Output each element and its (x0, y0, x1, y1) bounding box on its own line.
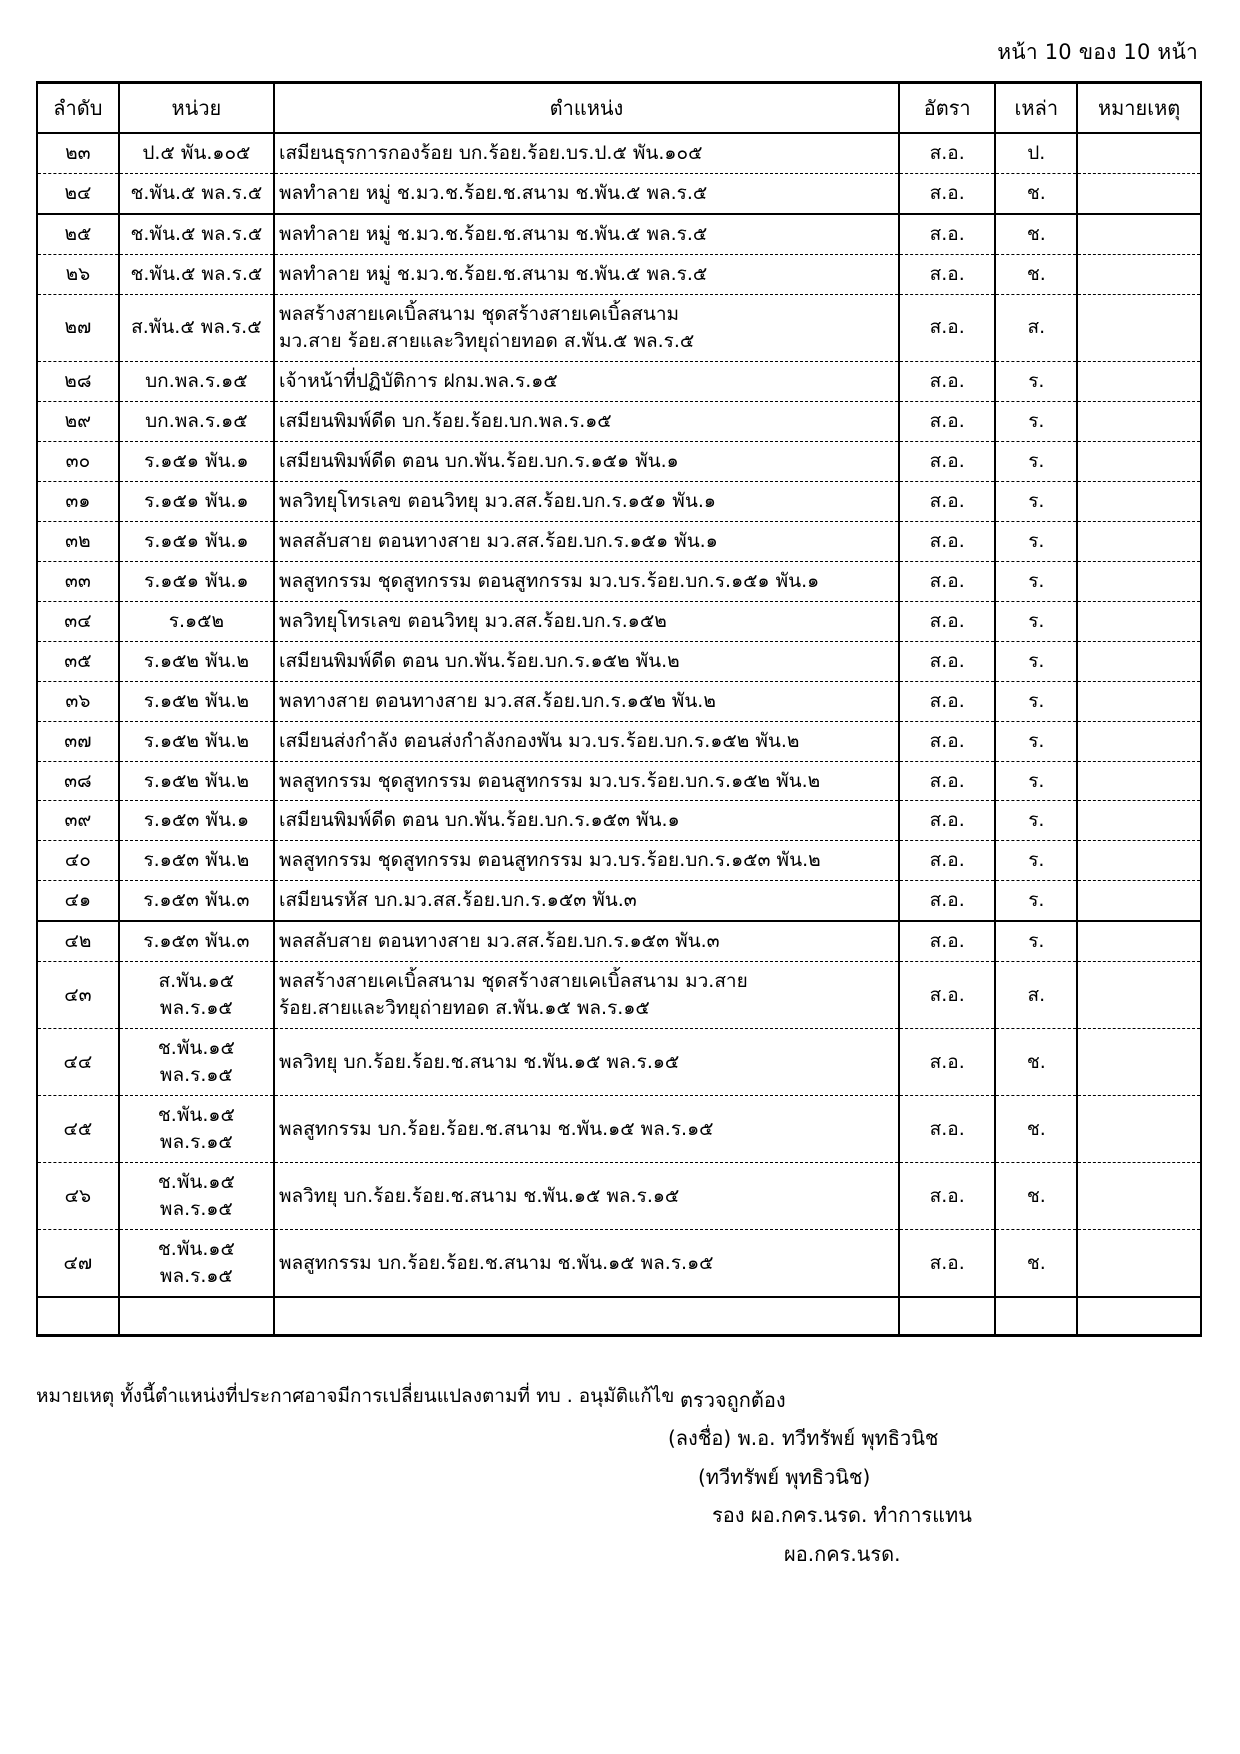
cell-note (1077, 521, 1201, 561)
position-line-1: เสมียนส่งกำลัง ตอนส่งกำลังกองพัน มว.บร.ร้อย.บก.ร.๑๕๒ พัน.๒ (278, 729, 800, 752)
cell-branch: ช. (995, 1096, 1077, 1163)
cell-position (274, 361, 899, 401)
cell-unit: ร.๑๕๒ พัน.๒ (119, 761, 274, 801)
cell-note (1077, 173, 1201, 213)
cell-note (1077, 1096, 1201, 1163)
table-row (37, 254, 1201, 294)
cell-position (274, 214, 899, 254)
cell-note (1077, 761, 1201, 801)
position-line-1: พลสูทกรรม ชุดสูทกรรม ตอนสูทกรรม มว.บร.ร้อย.บก.ร.๑๕๑ พัน.๑ (278, 569, 820, 592)
cell-position (274, 481, 899, 521)
cell-position (274, 801, 899, 841)
table-row (37, 601, 1201, 641)
position-line-1: พลสลับสาย ตอนทางสาย มว.สส.ร้อย.บก.ร.๑๕๑ พัน.๑ (278, 529, 718, 552)
cell-note (1077, 561, 1201, 601)
cell-branch: ช. (995, 214, 1077, 254)
cell-rate: ส.อ. (899, 521, 995, 561)
position-line-1: พลวิทยุโทรเลข ตอนวิทยุ มว.สส.ร้อย.บก.ร.๑๕๑ พัน.๑ (278, 489, 716, 512)
position-line-2: ร้อย.สายและวิทยุถ่ายทอด ส.พัน.๑๕ พล.ร.๑๕ (278, 997, 650, 1020)
cell-branch: ร. (995, 401, 1077, 441)
cell-unit: ช.พัน.๑๕ พล.ร.๑๕ (119, 1029, 274, 1096)
position-line-1: เสมียนพิมพ์ดีด บก.ร้อย.ร้อย.บก.พล.ร.๑๕ (278, 409, 612, 432)
cell-unit: ร.๑๕๑ พัน.๑ (119, 441, 274, 481)
cell-position (274, 441, 899, 481)
cell-unit: ช.พัน.๑๕ พล.ร.๑๕ (119, 1163, 274, 1230)
position-line-1: เสมียนพิมพ์ดีด ตอน บก.พัน.ร้อย.บก.ร.๑๕๓ พัน.๑ (278, 809, 680, 832)
position-line-1: พลสูทกรรม ชุดสูทกรรม ตอนสูทกรรม มว.บร.ร้อย.บก.ร.๑๕๒ พัน.๒ (278, 769, 821, 792)
signer-title-line1: รอง ผอ.กคร.นรด. ทำการแทน (712, 1503, 972, 1528)
position-line-1: พลสลับสาย ตอนทางสาย มว.สส.ร้อย.บก.ร.๑๕๓ พัน.๓ (278, 930, 720, 953)
cell-unit: ร.๑๕๓ พัน.๑ (119, 801, 274, 841)
cell-branch: ร. (995, 441, 1077, 481)
cell-rate: ส.อ. (899, 401, 995, 441)
cell-rate: ส.อ. (899, 254, 995, 294)
position-line-1: เสมียนพิมพ์ดีด ตอน บก.พัน.ร้อย.บก.ร.๑๕๒ พัน.๒ (278, 649, 680, 672)
cell-seq (37, 1297, 119, 1336)
cell-branch: ร. (995, 681, 1077, 721)
cell-branch: ช. (995, 1163, 1077, 1230)
table-body (37, 133, 1201, 1336)
table-header-row (37, 83, 1201, 134)
cell-seq: ๒๘ (37, 361, 119, 401)
cell-position (274, 1163, 899, 1230)
cell-seq: ๒๖ (37, 254, 119, 294)
cell-branch: ช. (995, 173, 1077, 213)
cell-branch: ร. (995, 481, 1077, 521)
cell-note (1077, 641, 1201, 681)
cell-seq: ๓๘ (37, 761, 119, 801)
cell-note (1077, 1029, 1201, 1096)
cell-note (1077, 441, 1201, 481)
cell-branch: ร. (995, 361, 1077, 401)
position-line-1: พลทำลาย หมู่ ช.มว.ช.ร้อย.ช.สนาม ช.พัน.๕ พล.ร.๕ (278, 181, 708, 204)
cell-branch: ช. (995, 1230, 1077, 1297)
cell-seq: ๔๕ (37, 1096, 119, 1163)
cell-rate: ส.อ. (899, 361, 995, 401)
cell-position (274, 254, 899, 294)
cell-position (274, 962, 899, 1029)
cell-seq: ๓๔ (37, 601, 119, 641)
cell-seq: ๔๖ (37, 1163, 119, 1230)
cell-seq: ๓๗ (37, 721, 119, 761)
table-row (37, 1029, 1201, 1096)
position-line-1: เจ้าหน้าที่ปฏิบัติการ ฝกม.พล.ร.๑๕ (278, 369, 558, 392)
cell-branch: ส. (995, 962, 1077, 1029)
table-row (37, 441, 1201, 481)
position-line-1: พลทำลาย หมู่ ช.มว.ช.ร้อย.ช.สนาม ช.พัน.๕ พล.ร.๕ (278, 262, 708, 285)
table-row (37, 1163, 1201, 1230)
table-row (37, 721, 1201, 761)
cell-rate: ส.อ. (899, 1096, 995, 1163)
cell-unit: ร.๑๕๒ พัน.๒ (119, 681, 274, 721)
cell-unit: ส.พัน.๕ พล.ร.๕ (119, 294, 274, 361)
cell-seq: ๒๓ (37, 133, 119, 173)
cell-rate: ส.อ. (899, 681, 995, 721)
position-line-1: พลวิทยุโทรเลข ตอนวิทยุ มว.สส.ร้อย.บก.ร.๑๕๒ (278, 609, 667, 632)
table-header (37, 83, 1201, 134)
cell-rate: ส.อ. (899, 881, 995, 921)
column-header-seq: ลำดับ (37, 83, 119, 134)
table-row (37, 1096, 1201, 1163)
table-row (37, 561, 1201, 601)
cell-unit: ช.พัน.๑๕ พล.ร.๑๕ (119, 1230, 274, 1297)
column-header-rate: อัตรา (899, 83, 995, 134)
cell-rate: ส.อ. (899, 294, 995, 361)
cell-position (274, 841, 899, 881)
cell-rate: ส.อ. (899, 761, 995, 801)
cell-note (1077, 361, 1201, 401)
table-row (37, 681, 1201, 721)
cell-rate: ส.อ. (899, 801, 995, 841)
position-line-1: พลสร้างสายเคเบิ้ลสนาม ชุดสร้างสายเคเบิ้ลสนาม มว.สาย (278, 970, 748, 993)
table-row (37, 761, 1201, 801)
cell-rate: ส.อ. (899, 921, 995, 961)
cell-branch (995, 1297, 1077, 1336)
signer-name: (ทวีทรัพย์ พุทธิวนิช) (698, 1464, 871, 1489)
position-line-2: มว.สาย ร้อย.สายและวิทยุถ่ายทอด ส.พัน.๕ พล.ร.๕ (278, 329, 695, 352)
cell-unit: ร.๑๕๑ พัน.๑ (119, 521, 274, 561)
footer-remark: หมายเหตุ ทั้งนี้ตำแหน่งที่ประกาศอาจมีการเปลี่ยนแปลงตามที่ ทบ . อนุมัติแก้ไข (36, 1385, 675, 1408)
cell-branch: ร. (995, 721, 1077, 761)
table-row (37, 641, 1201, 681)
cell-rate: ส.อ. (899, 1029, 995, 1096)
cell-branch: ร. (995, 561, 1077, 601)
document-footer (36, 1381, 1204, 1681)
cell-branch: ร. (995, 761, 1077, 801)
position-line-1: เสมียนพิมพ์ดีด ตอน บก.พัน.ร้อย.บก.ร.๑๕๑ พัน.๑ (278, 449, 679, 472)
cell-position (274, 1096, 899, 1163)
table-row (37, 1297, 1201, 1336)
cell-position (274, 173, 899, 213)
cell-rate: ส.อ. (899, 481, 995, 521)
cell-unit: ร.๑๕๑ พัน.๑ (119, 561, 274, 601)
cell-branch: ร. (995, 921, 1077, 961)
signature-block (646, 1381, 1066, 1573)
cell-unit: ช.พัน.๕ พล.ร.๕ (119, 173, 274, 213)
cell-note (1077, 401, 1201, 441)
cell-note (1077, 1230, 1201, 1297)
cell-note (1077, 962, 1201, 1029)
cell-position (274, 1297, 899, 1336)
cell-branch: ป. (995, 133, 1077, 173)
cell-note (1077, 721, 1201, 761)
positions-table (36, 81, 1202, 1337)
cell-note (1077, 681, 1201, 721)
table-row (37, 361, 1201, 401)
cell-branch: ช. (995, 1029, 1077, 1096)
cell-branch: ร. (995, 841, 1077, 881)
cell-unit: ร.๑๕๒ (119, 601, 274, 641)
cell-position (274, 133, 899, 173)
position-line-1: พลทำลาย หมู่ ช.มว.ช.ร้อย.ช.สนาม ช.พัน.๕ พล.ร.๕ (278, 222, 708, 245)
cell-rate (899, 1297, 995, 1336)
position-line-1: พลสร้างสายเคเบิ้ลสนาม ชุดสร้างสายเคเบิ้ลสนาม (278, 302, 680, 325)
position-line-1: พลสูทกรรม บก.ร้อย.ร้อย.ช.สนาม ช.พัน.๑๕ พล.ร.๑๕ (278, 1251, 714, 1274)
cell-unit: ช.พัน.๑๕ พล.ร.๑๕ (119, 1096, 274, 1163)
cell-unit (119, 1297, 274, 1336)
cell-note (1077, 841, 1201, 881)
cell-unit: ร.๑๕๓ พัน.๓ (119, 921, 274, 961)
page-indicator: หน้า 10 ของ 10 หน้า (997, 40, 1198, 64)
cell-branch: ร. (995, 521, 1077, 561)
table-row (37, 294, 1201, 361)
cell-rate: ส.อ. (899, 561, 995, 601)
cell-note (1077, 133, 1201, 173)
certify-text: ตรวจถูกต้อง (680, 1388, 786, 1413)
cell-rate: ส.อ. (899, 1163, 995, 1230)
cell-seq: ๔๔ (37, 1029, 119, 1096)
cell-branch: ร. (995, 641, 1077, 681)
cell-unit: บก.พล.ร.๑๕ (119, 401, 274, 441)
cell-seq: ๒๔ (37, 173, 119, 213)
table-row (37, 962, 1201, 1029)
table-row (37, 881, 1201, 921)
cell-note (1077, 1163, 1201, 1230)
cell-note (1077, 254, 1201, 294)
cell-note (1077, 1297, 1201, 1336)
cell-seq: ๓๑ (37, 481, 119, 521)
signer-title-line2: ผอ.กคร.นรด. (784, 1541, 901, 1566)
table-row (37, 1230, 1201, 1297)
cell-note (1077, 214, 1201, 254)
cell-seq: ๔๑ (37, 881, 119, 921)
column-header-note: หมายเหตุ (1077, 83, 1201, 134)
cell-position (274, 641, 899, 681)
table-row (37, 173, 1201, 213)
cell-rate: ส.อ. (899, 721, 995, 761)
cell-position (274, 681, 899, 721)
cell-unit: บก.พล.ร.๑๕ (119, 361, 274, 401)
cell-seq: ๓๐ (37, 441, 119, 481)
position-line-1: พลสูทกรรม บก.ร้อย.ร้อย.ช.สนาม ช.พัน.๑๕ พล.ร.๑๕ (278, 1117, 714, 1140)
cell-seq: ๓๖ (37, 681, 119, 721)
cell-rate: ส.อ. (899, 841, 995, 881)
cell-position (274, 721, 899, 761)
cell-seq: ๔๒ (37, 921, 119, 961)
table-row (37, 481, 1201, 521)
position-line-1: พลสูทกรรม ชุดสูทกรรม ตอนสูทกรรม มว.บร.ร้อย.บก.ร.๑๕๓ พัน.๒ (278, 849, 821, 872)
cell-branch: ร. (995, 881, 1077, 921)
cell-branch: ช. (995, 254, 1077, 294)
cell-unit: ส.พัน.๑๕ พล.ร.๑๕ (119, 962, 274, 1029)
column-header-branch: เหล่า (995, 83, 1077, 134)
cell-position (274, 294, 899, 361)
cell-branch: ส. (995, 294, 1077, 361)
cell-seq: ๔๗ (37, 1230, 119, 1297)
cell-position (274, 521, 899, 561)
signature-line: (ลงชื่อ) พ.อ. ทวีทรัพย์ พุทธิวนิช (668, 1426, 939, 1451)
table-row (37, 921, 1201, 961)
cell-seq: ๔๓ (37, 962, 119, 1029)
cell-position (274, 1029, 899, 1096)
table-row (37, 521, 1201, 561)
cell-note (1077, 801, 1201, 841)
cell-position (274, 601, 899, 641)
cell-position (274, 921, 899, 961)
cell-position (274, 401, 899, 441)
column-header-position: ตำแหน่ง (274, 83, 899, 134)
cell-seq: ๓๙ (37, 801, 119, 841)
cell-note (1077, 921, 1201, 961)
table-row (37, 801, 1201, 841)
position-line-1: เสมียนรหัส บก.มว.สส.ร้อย.บก.ร.๑๕๓ พัน.๓ (278, 889, 637, 912)
cell-seq: ๔๐ (37, 841, 119, 881)
cell-seq: ๒๙ (37, 401, 119, 441)
cell-unit: ร.๑๕๒ พัน.๒ (119, 721, 274, 761)
table-row (37, 401, 1201, 441)
cell-unit: ร.๑๕๓ พัน.๓ (119, 881, 274, 921)
cell-position (274, 561, 899, 601)
cell-position (274, 881, 899, 921)
position-line-1: พลวิทยุ บก.ร้อย.ร้อย.ช.สนาม ช.พัน.๑๕ พล.ร.๑๕ (278, 1184, 680, 1207)
table-row (37, 841, 1201, 881)
cell-note (1077, 294, 1201, 361)
position-line-1: พลทางสาย ตอนทางสาย มว.สส.ร้อย.บก.ร.๑๕๒ พัน.๒ (278, 689, 716, 712)
cell-position (274, 761, 899, 801)
cell-seq: ๒๗ (37, 294, 119, 361)
position-line-1: เสมียนธุรการกองร้อย บก.ร้อย.ร้อย.บร.ป.๕ พัน.๑๐๕ (278, 142, 703, 164)
cell-seq: ๒๕ (37, 214, 119, 254)
cell-branch: ร. (995, 801, 1077, 841)
cell-note (1077, 601, 1201, 641)
cell-rate: ส.อ. (899, 1230, 995, 1297)
cell-seq: ๓๒ (37, 521, 119, 561)
cell-rate: ส.อ. (899, 962, 995, 1029)
cell-branch: ร. (995, 601, 1077, 641)
cell-rate: ส.อ. (899, 441, 995, 481)
cell-rate: ส.อ. (899, 173, 995, 213)
cell-seq: ๓๓ (37, 561, 119, 601)
cell-note (1077, 481, 1201, 521)
cell-note (1077, 881, 1201, 921)
position-line-1: พลวิทยุ บก.ร้อย.ร้อย.ช.สนาม ช.พัน.๑๕ พล.ร.๑๕ (278, 1050, 680, 1073)
cell-unit: ร.๑๕๑ พัน.๑ (119, 481, 274, 521)
cell-unit: ช.พัน.๕ พล.ร.๕ (119, 214, 274, 254)
cell-unit: ร.๑๕๒ พัน.๒ (119, 641, 274, 681)
cell-unit: ป.๕ พัน.๑๐๕ (119, 133, 274, 173)
cell-rate: ส.อ. (899, 133, 995, 173)
cell-rate: ส.อ. (899, 214, 995, 254)
table-row (37, 133, 1201, 173)
cell-seq: ๓๕ (37, 641, 119, 681)
cell-position (274, 1230, 899, 1297)
table-row (37, 214, 1201, 254)
column-header-unit: หน่วย (119, 83, 274, 134)
cell-unit: ร.๑๕๓ พัน.๒ (119, 841, 274, 881)
cell-rate: ส.อ. (899, 601, 995, 641)
cell-rate: ส.อ. (899, 641, 995, 681)
cell-unit: ช.พัน.๕ พล.ร.๕ (119, 254, 274, 294)
